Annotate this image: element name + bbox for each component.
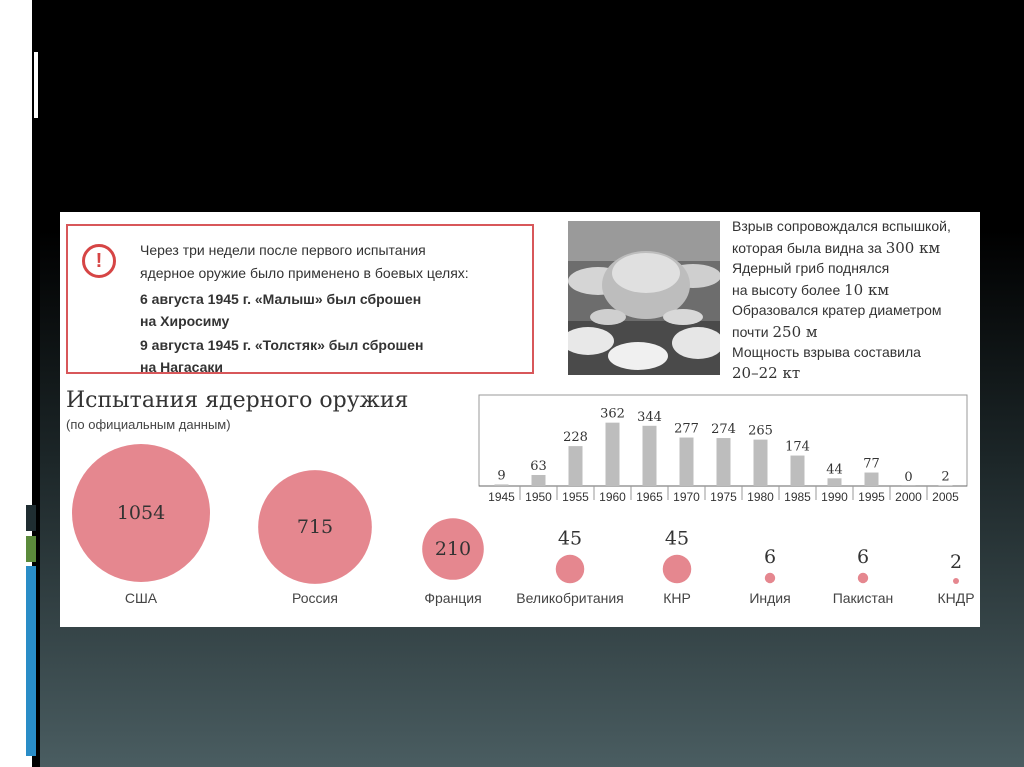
fact-line: почти 250 м bbox=[732, 323, 818, 341]
value-label: 45 bbox=[664, 527, 690, 550]
warning-text-line: Через три недели после первого испытания bbox=[140, 242, 426, 258]
top-bars-ornament bbox=[22, 52, 40, 118]
tick-label: 1970 bbox=[673, 490, 700, 504]
bubble bbox=[765, 573, 775, 583]
exclamation-circle-icon: ! bbox=[82, 244, 116, 278]
tick-label: 1945 bbox=[488, 490, 515, 504]
bubble bbox=[858, 573, 868, 583]
fact-line: на высоту более 10 км bbox=[732, 281, 890, 299]
country-label: Великобритания bbox=[516, 590, 624, 606]
value-label: 210 bbox=[434, 538, 472, 560]
warning-text-line: ядерное оружие было применено в боевых целях: bbox=[140, 265, 469, 281]
value-label: 6 bbox=[856, 545, 870, 568]
country-label: Индия bbox=[749, 590, 791, 606]
tick-label: 1990 bbox=[821, 490, 848, 504]
nagasaki-event: на Нагасаки bbox=[140, 359, 224, 375]
tick-label: 1980 bbox=[747, 490, 774, 504]
data-label: 9 bbox=[497, 468, 506, 484]
ornament-block-dark bbox=[26, 505, 36, 531]
fact-line: Взрыв сопровождался вспышкой, bbox=[732, 218, 951, 234]
tests-by-country-bubble-chart bbox=[60, 427, 980, 627]
value-label: 45 bbox=[557, 527, 583, 550]
bubble bbox=[556, 555, 585, 584]
fact-line: Образовался кратер диаметром bbox=[732, 302, 942, 318]
mushroom-cloud-photo bbox=[568, 221, 720, 375]
hiroshima-event: на Хиросиму bbox=[140, 313, 230, 329]
data-label: 44 bbox=[826, 462, 843, 478]
data-label: 277 bbox=[674, 421, 699, 437]
data-label: 63 bbox=[530, 458, 547, 474]
tick-label: 1960 bbox=[599, 490, 626, 504]
tick-label: 1950 bbox=[525, 490, 552, 504]
data-label: 265 bbox=[748, 423, 773, 439]
bubble bbox=[663, 555, 692, 584]
data-label: 77 bbox=[863, 456, 880, 472]
ornament-block-green bbox=[26, 536, 36, 562]
country-label: Россия bbox=[292, 590, 338, 606]
country-label: Пакистан bbox=[832, 590, 894, 606]
country-label: КНДР bbox=[937, 590, 975, 606]
bubble bbox=[953, 578, 959, 584]
value-label: 6 bbox=[763, 545, 777, 568]
value-label: 1054 bbox=[116, 502, 166, 524]
hiroshima-event: 6 августа 1945 г. «Малыш» был сброшен bbox=[140, 291, 422, 307]
tick-label: 1985 bbox=[784, 490, 811, 504]
data-label: 274 bbox=[711, 422, 736, 438]
tick-label: 2005 bbox=[932, 490, 959, 504]
value-label: 715 bbox=[296, 516, 334, 538]
fact-line: которая была видна за 300 км bbox=[732, 239, 941, 257]
data-label: 228 bbox=[563, 430, 588, 446]
fact-line: Мощность взрыва составила bbox=[732, 344, 921, 360]
country-label: Франция bbox=[424, 590, 482, 606]
value-label: 2 bbox=[949, 550, 963, 573]
fact-line: Ядерный гриб поднялся bbox=[732, 260, 890, 276]
tick-label: 1975 bbox=[710, 490, 737, 504]
data-label: 344 bbox=[637, 409, 662, 425]
country-label: США bbox=[124, 590, 158, 606]
country-label: КНР bbox=[663, 590, 691, 606]
fact-line: 20–22 кт bbox=[732, 364, 801, 382]
chart-subtitle: (по официальным данным) bbox=[66, 417, 231, 432]
tick-label: 1955 bbox=[562, 490, 589, 504]
data-label: 174 bbox=[785, 439, 810, 455]
tick-label: 1965 bbox=[636, 490, 663, 504]
data-label: 362 bbox=[600, 406, 625, 422]
data-label: 2 bbox=[941, 469, 950, 485]
infographic-panel bbox=[60, 212, 980, 627]
tick-label: 2000 bbox=[895, 490, 922, 504]
warning-box bbox=[66, 224, 534, 374]
chart-title: Испытания ядерного оружия bbox=[66, 388, 409, 413]
nagasaki-event: 9 августа 1945 г. «Толстяк» был сброшен bbox=[140, 337, 424, 353]
ornament-bar-blue bbox=[26, 566, 36, 756]
tick-label: 1995 bbox=[858, 490, 885, 504]
data-label: 0 bbox=[904, 470, 913, 485]
